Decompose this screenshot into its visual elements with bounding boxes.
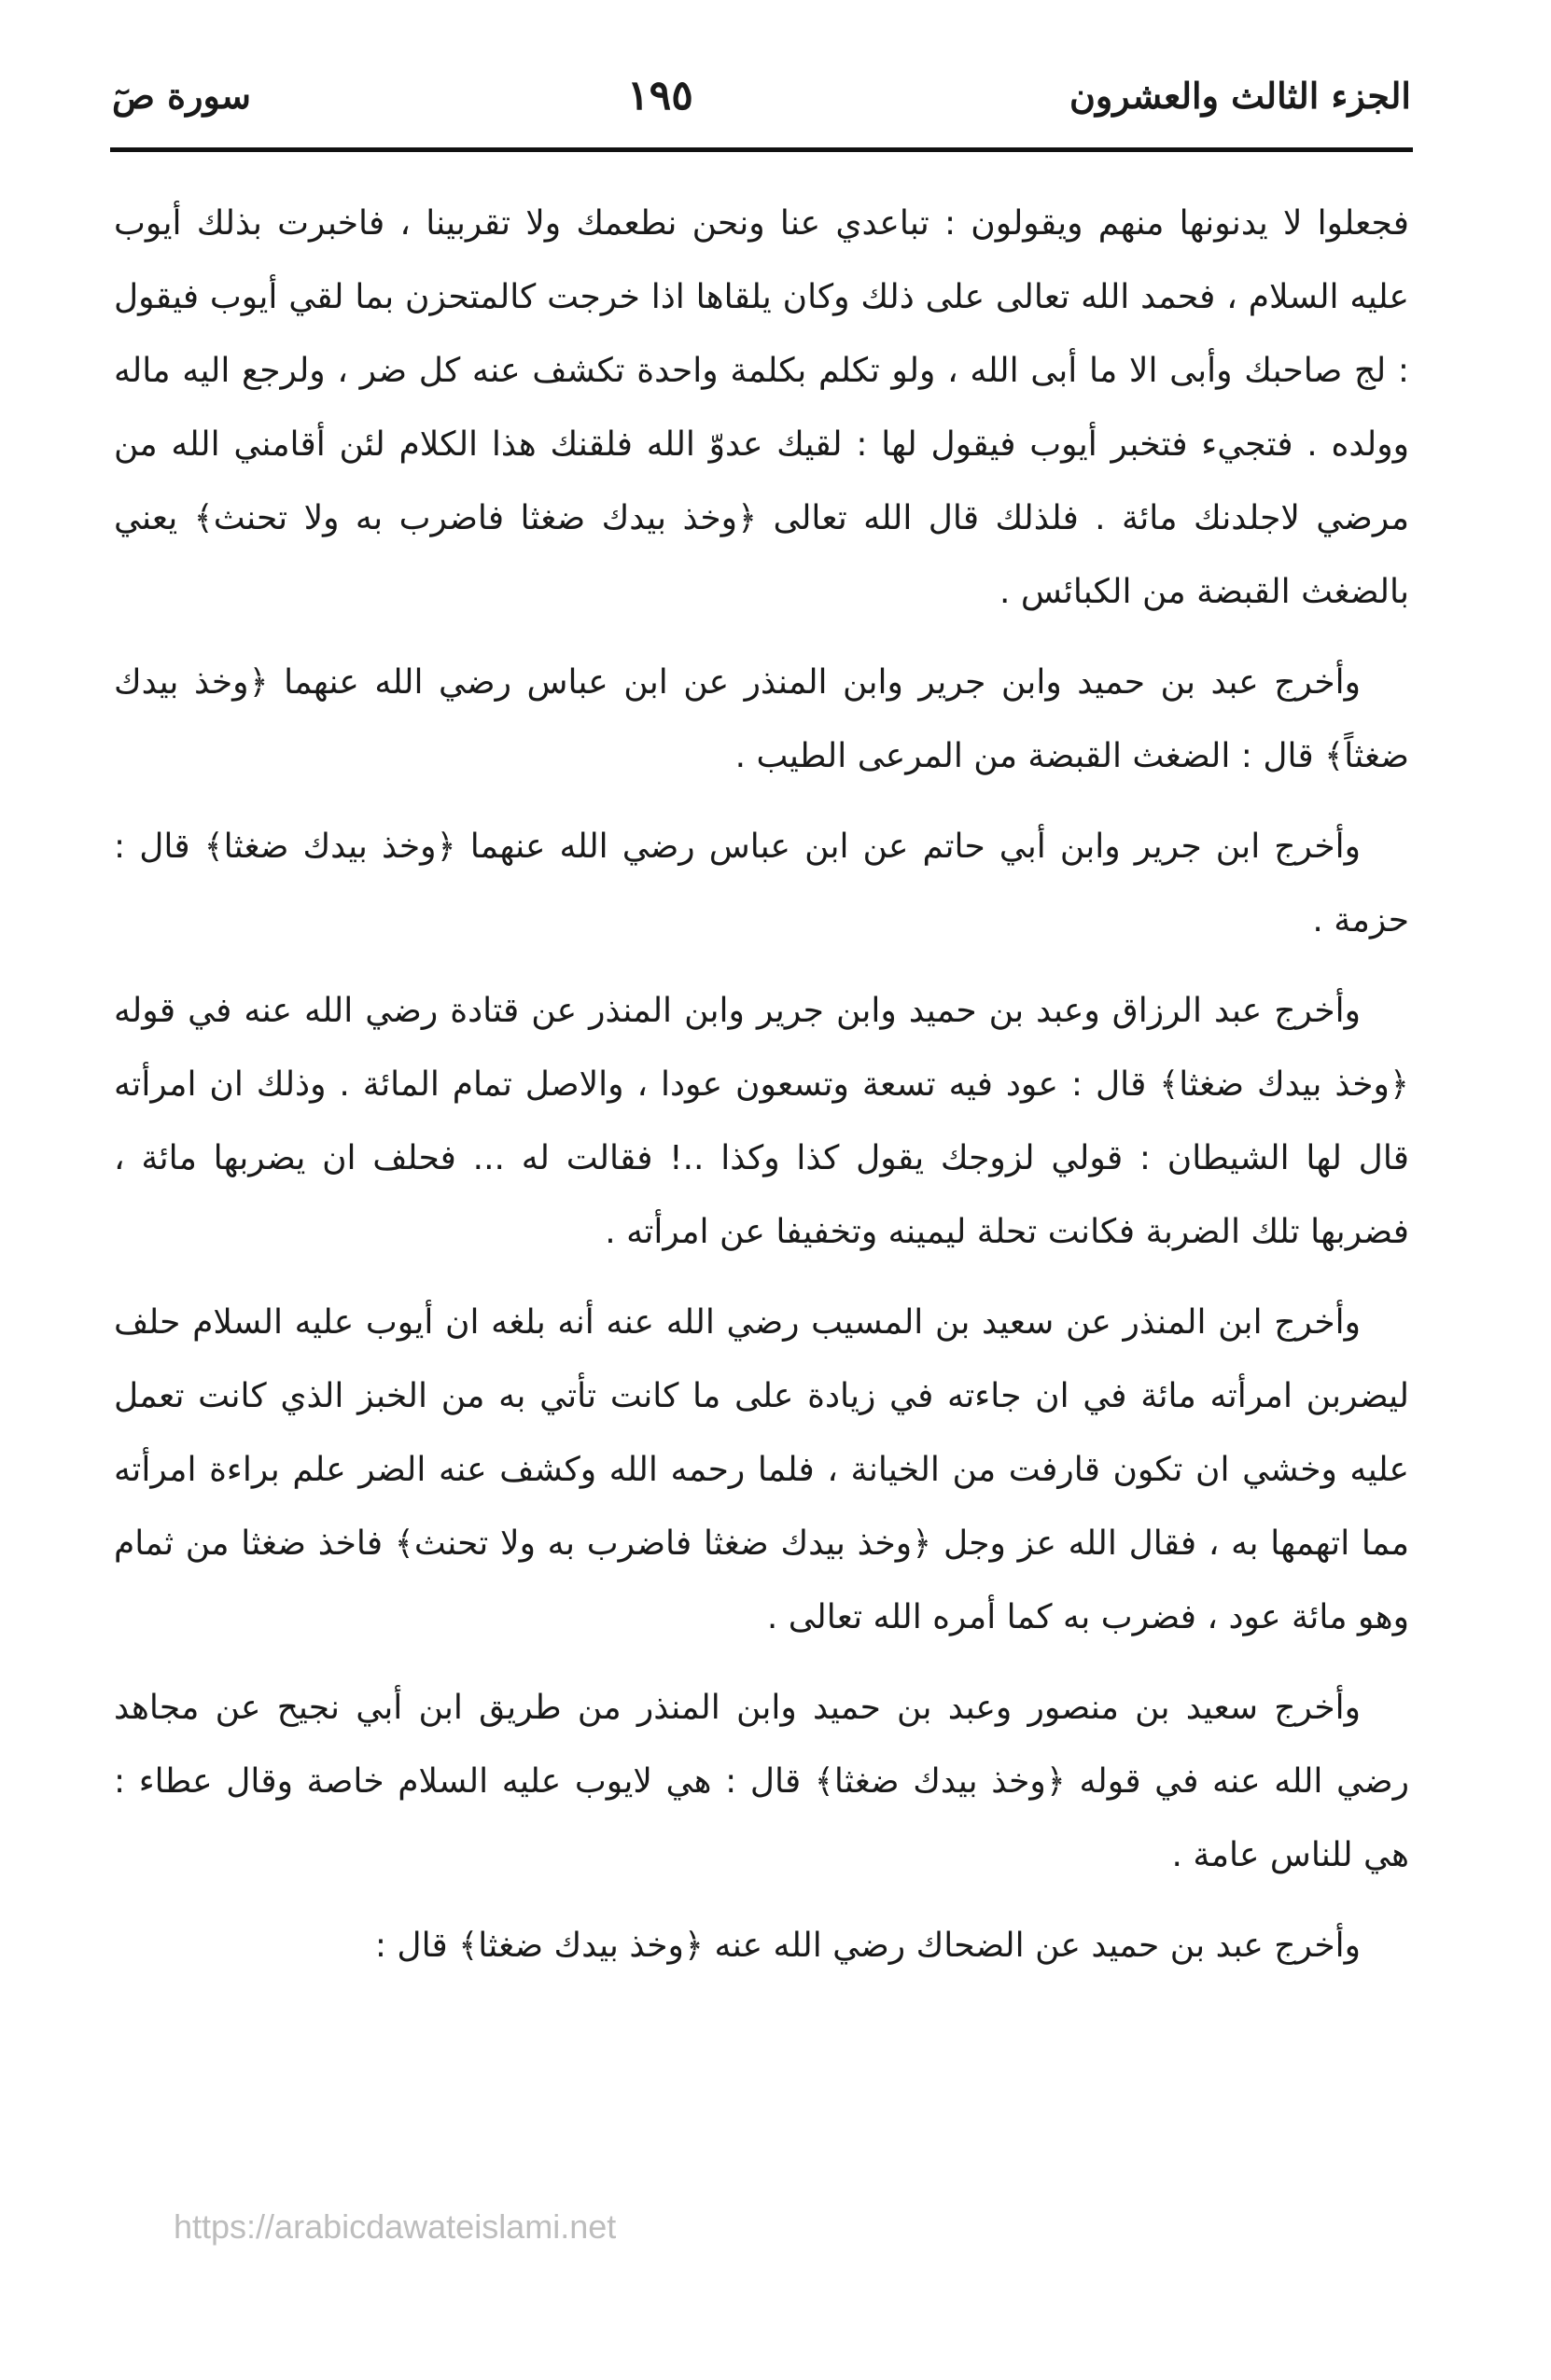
paragraph: وأخرج عبد الرزاق وعبد بن حميد وابن جرير وابن المنذر عن قتادة رضي الله عنه في قوله ﴿وخذ بيدك ضغثا﴾ قال : عود فيه تسعة وتسعون عودا ، والاصل تمام المائة . وذلك ان امرأته قال لها الشيطان : قولي لزوجك يقول كذا وكذا ..! فقالت له ... فحلف ان يضربها مائة ، فضربها تلك الضربة فكانت تحلة ليمينه وتخفيفا عن امرأته . xyxy=(114,992,1409,1251)
surah-title: سورة صٓ xyxy=(112,74,251,117)
watermark-url: https://arabicdawateislami.net xyxy=(174,2207,617,2246)
paragraph: وأخرج سعيد بن منصور وعبد بن حميد وابن المنذر من طريق ابن أبي نجيح عن مجاهد رضي الله عنه في قوله ﴿وخذ بيدك ضغثا﴾ قال : هي لايوب عليه السلام خاصة وقال عطاء : هي للناس عامة . xyxy=(114,1689,1409,1874)
paragraph: وأخرج ابن جرير وابن أبي حاتم عن ابن عباس رضي الله عنهما ﴿وخذ بيدك ضغثا﴾ قال : حزمة . xyxy=(114,828,1409,939)
paragraph: فجعلوا لا يدنونها منهم ويقولون : تباعدي عنا ونحن نطعمك ولا تقربينا ، فاخبرت بذلك أيوب عليه السلام ، فحمد الله تعالى على ذلك وكان يلقاها اذا خرجت كالمتحزن بما لقي أيوب فيقول : لج صاحبك وأبى الا ما أبى الله ، ولو تكلم بكلمة واحدة تكشف عنه كل ضر ، ولرجع اليه ماله وولده . فتجيء فتخبر أيوب فيقول لها : لقيك عدوّ الله فلقنك هذا الكلام لئن أقامني الله من مرضي لاجلدنك مائة . فلذلك قال الله تعالى ﴿وخذ بيدك ضغثا فاضرب به ولا تحنث﴾ يعني بالضغث القبضة من الكبائس . xyxy=(114,204,1409,611)
paragraph: وأخرج ابن المنذر عن سعيد بن المسيب رضي الله عنه أنه بلغه ان أيوب عليه السلام حلف ليضربن امرأته مائة في ان جاءته في زيادة على ما كانت تأتي به من الخبز الذي كانت تعمل عليه وخشي ان تكون قارفت من الخيانة ، فلما رحمه الله وكشف عنه الضر علم براءة امرأته مما اتهمها به ، فقال الله عز وجل ﴿وخذ بيدك ضغثا فاضرب به ولا تحنث﴾ فاخذ ضغثا من ثمام وهو مائة عود ، فضرب به كما أمره الله تعالى . xyxy=(114,1303,1409,1636)
paragraph: وأخرج عبد بن حميد عن الضحاك رضي الله عنه ﴿وخذ بيدك ضغثا﴾ قال : xyxy=(374,1927,1361,1965)
page-header xyxy=(112,58,1411,132)
header-rule xyxy=(110,147,1413,152)
part-title: الجزء الثالث والعشرون xyxy=(1069,74,1411,117)
page-number: ١٩٥ xyxy=(627,71,693,119)
page-body xyxy=(114,187,1409,1999)
paragraph: وأخرج عبد بن حميد وابن جرير وابن المنذر عن ابن عباس رضي الله عنهما ﴿وخذ بيدك ضغثاً﴾ قال : الضغث القبضة من المرعى الطيب . xyxy=(114,663,1409,775)
